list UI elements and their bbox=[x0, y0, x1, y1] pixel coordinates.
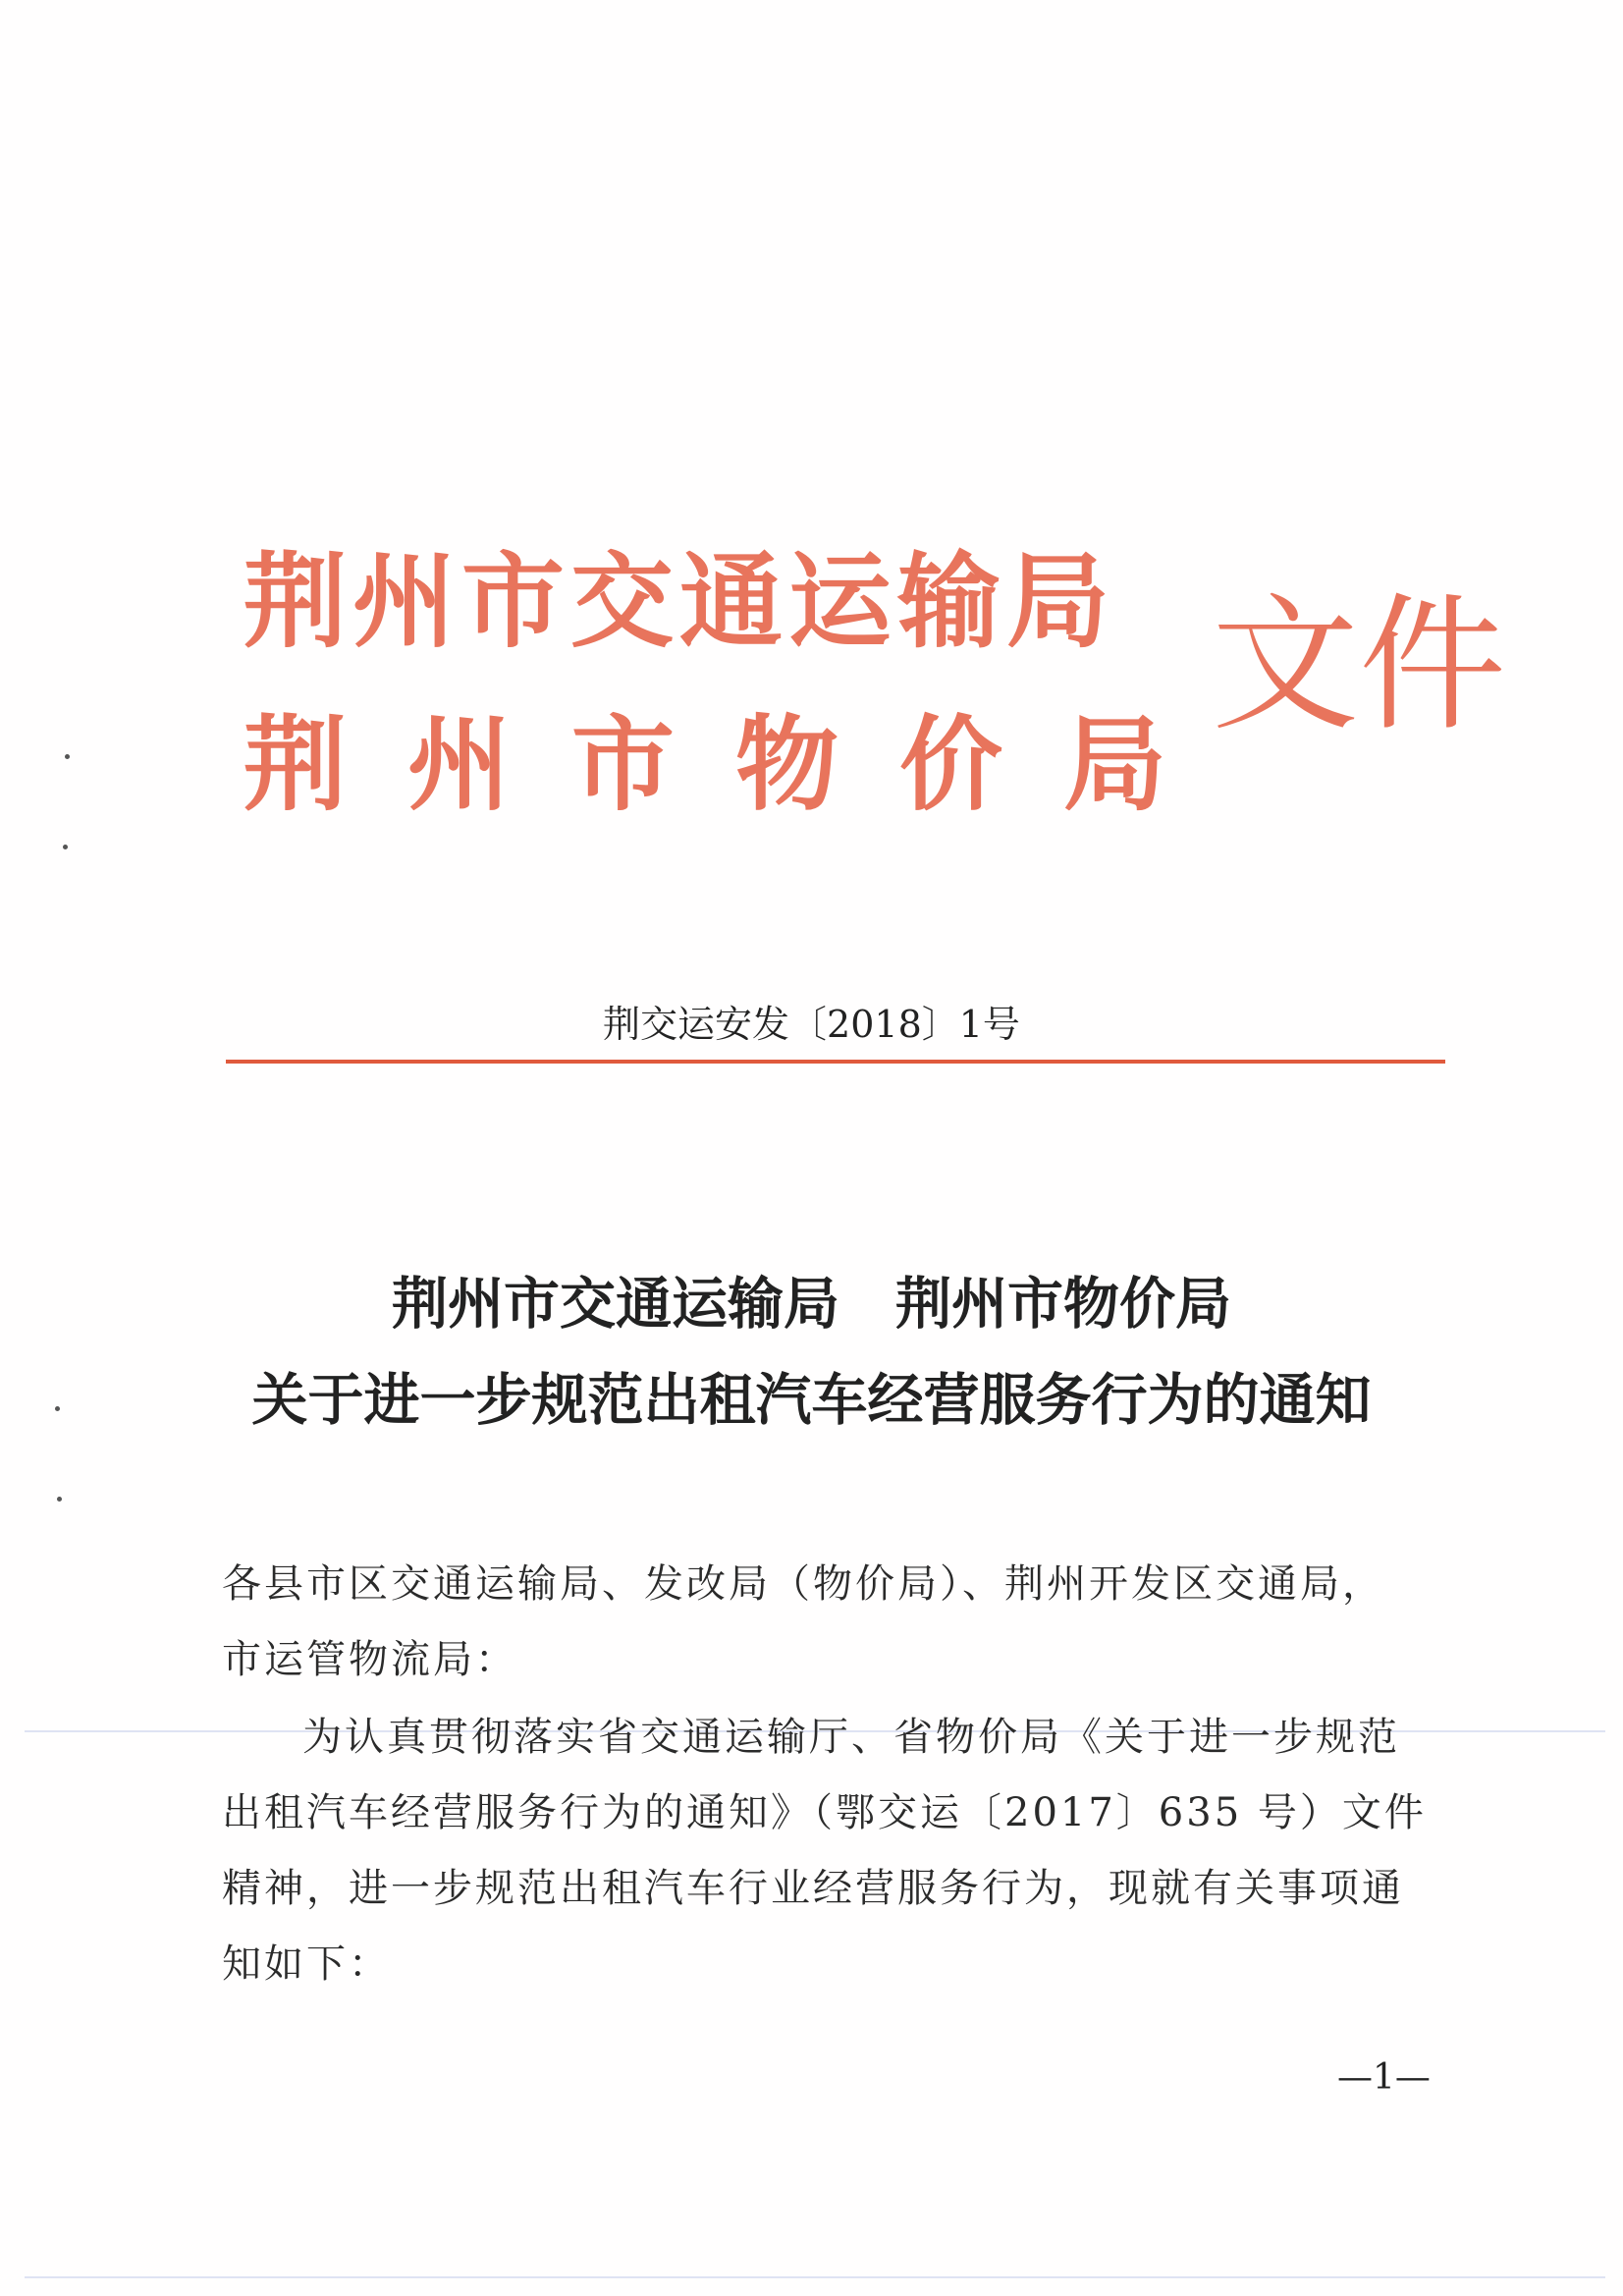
page-number: —1— bbox=[1337, 2057, 1431, 2098]
scan-speck bbox=[63, 845, 68, 849]
scan-speck bbox=[57, 1497, 62, 1502]
notice-title-line-1: 荆州市交通运输局 荆州市物价局 bbox=[392, 1271, 1231, 1337]
body-paragraph-line-3: 精神，进一步规范出租汽车行业经营服务行为，现就有关事项通 bbox=[222, 1866, 1404, 1911]
document-type-label: 文件 bbox=[1212, 580, 1507, 751]
issuing-org-1: 荆州市交通运输局 bbox=[243, 540, 1116, 662]
issuing-org-2: 荆州市物价局 bbox=[243, 703, 1228, 825]
scan-artifact-line bbox=[25, 2276, 1605, 2278]
body-paragraph-line-4: 知如下： bbox=[222, 1941, 391, 1987]
document-number: 荆交运安发〔2018〕1号 bbox=[603, 1003, 1020, 1046]
red-separator-line bbox=[226, 1060, 1445, 1064]
addressee-line-2: 市运管物流局： bbox=[222, 1637, 517, 1682]
body-paragraph-line-1: 为认真贯彻落实省交通运输厅、省物价局《关于进一步规范 bbox=[302, 1715, 1400, 1760]
notice-title-line-2: 关于进一步规范出租汽车经营服务行为的通知 bbox=[251, 1367, 1372, 1433]
addressee-line-1: 各县市区交通运输局、发改局（物价局）、荆州开发区交通局， bbox=[222, 1561, 1384, 1607]
body-paragraph-line-2: 出租汽车经营服务行为的通知》（鄂交运〔2017〕635 号）文件 bbox=[222, 1790, 1427, 1835]
scan-speck bbox=[65, 754, 70, 759]
